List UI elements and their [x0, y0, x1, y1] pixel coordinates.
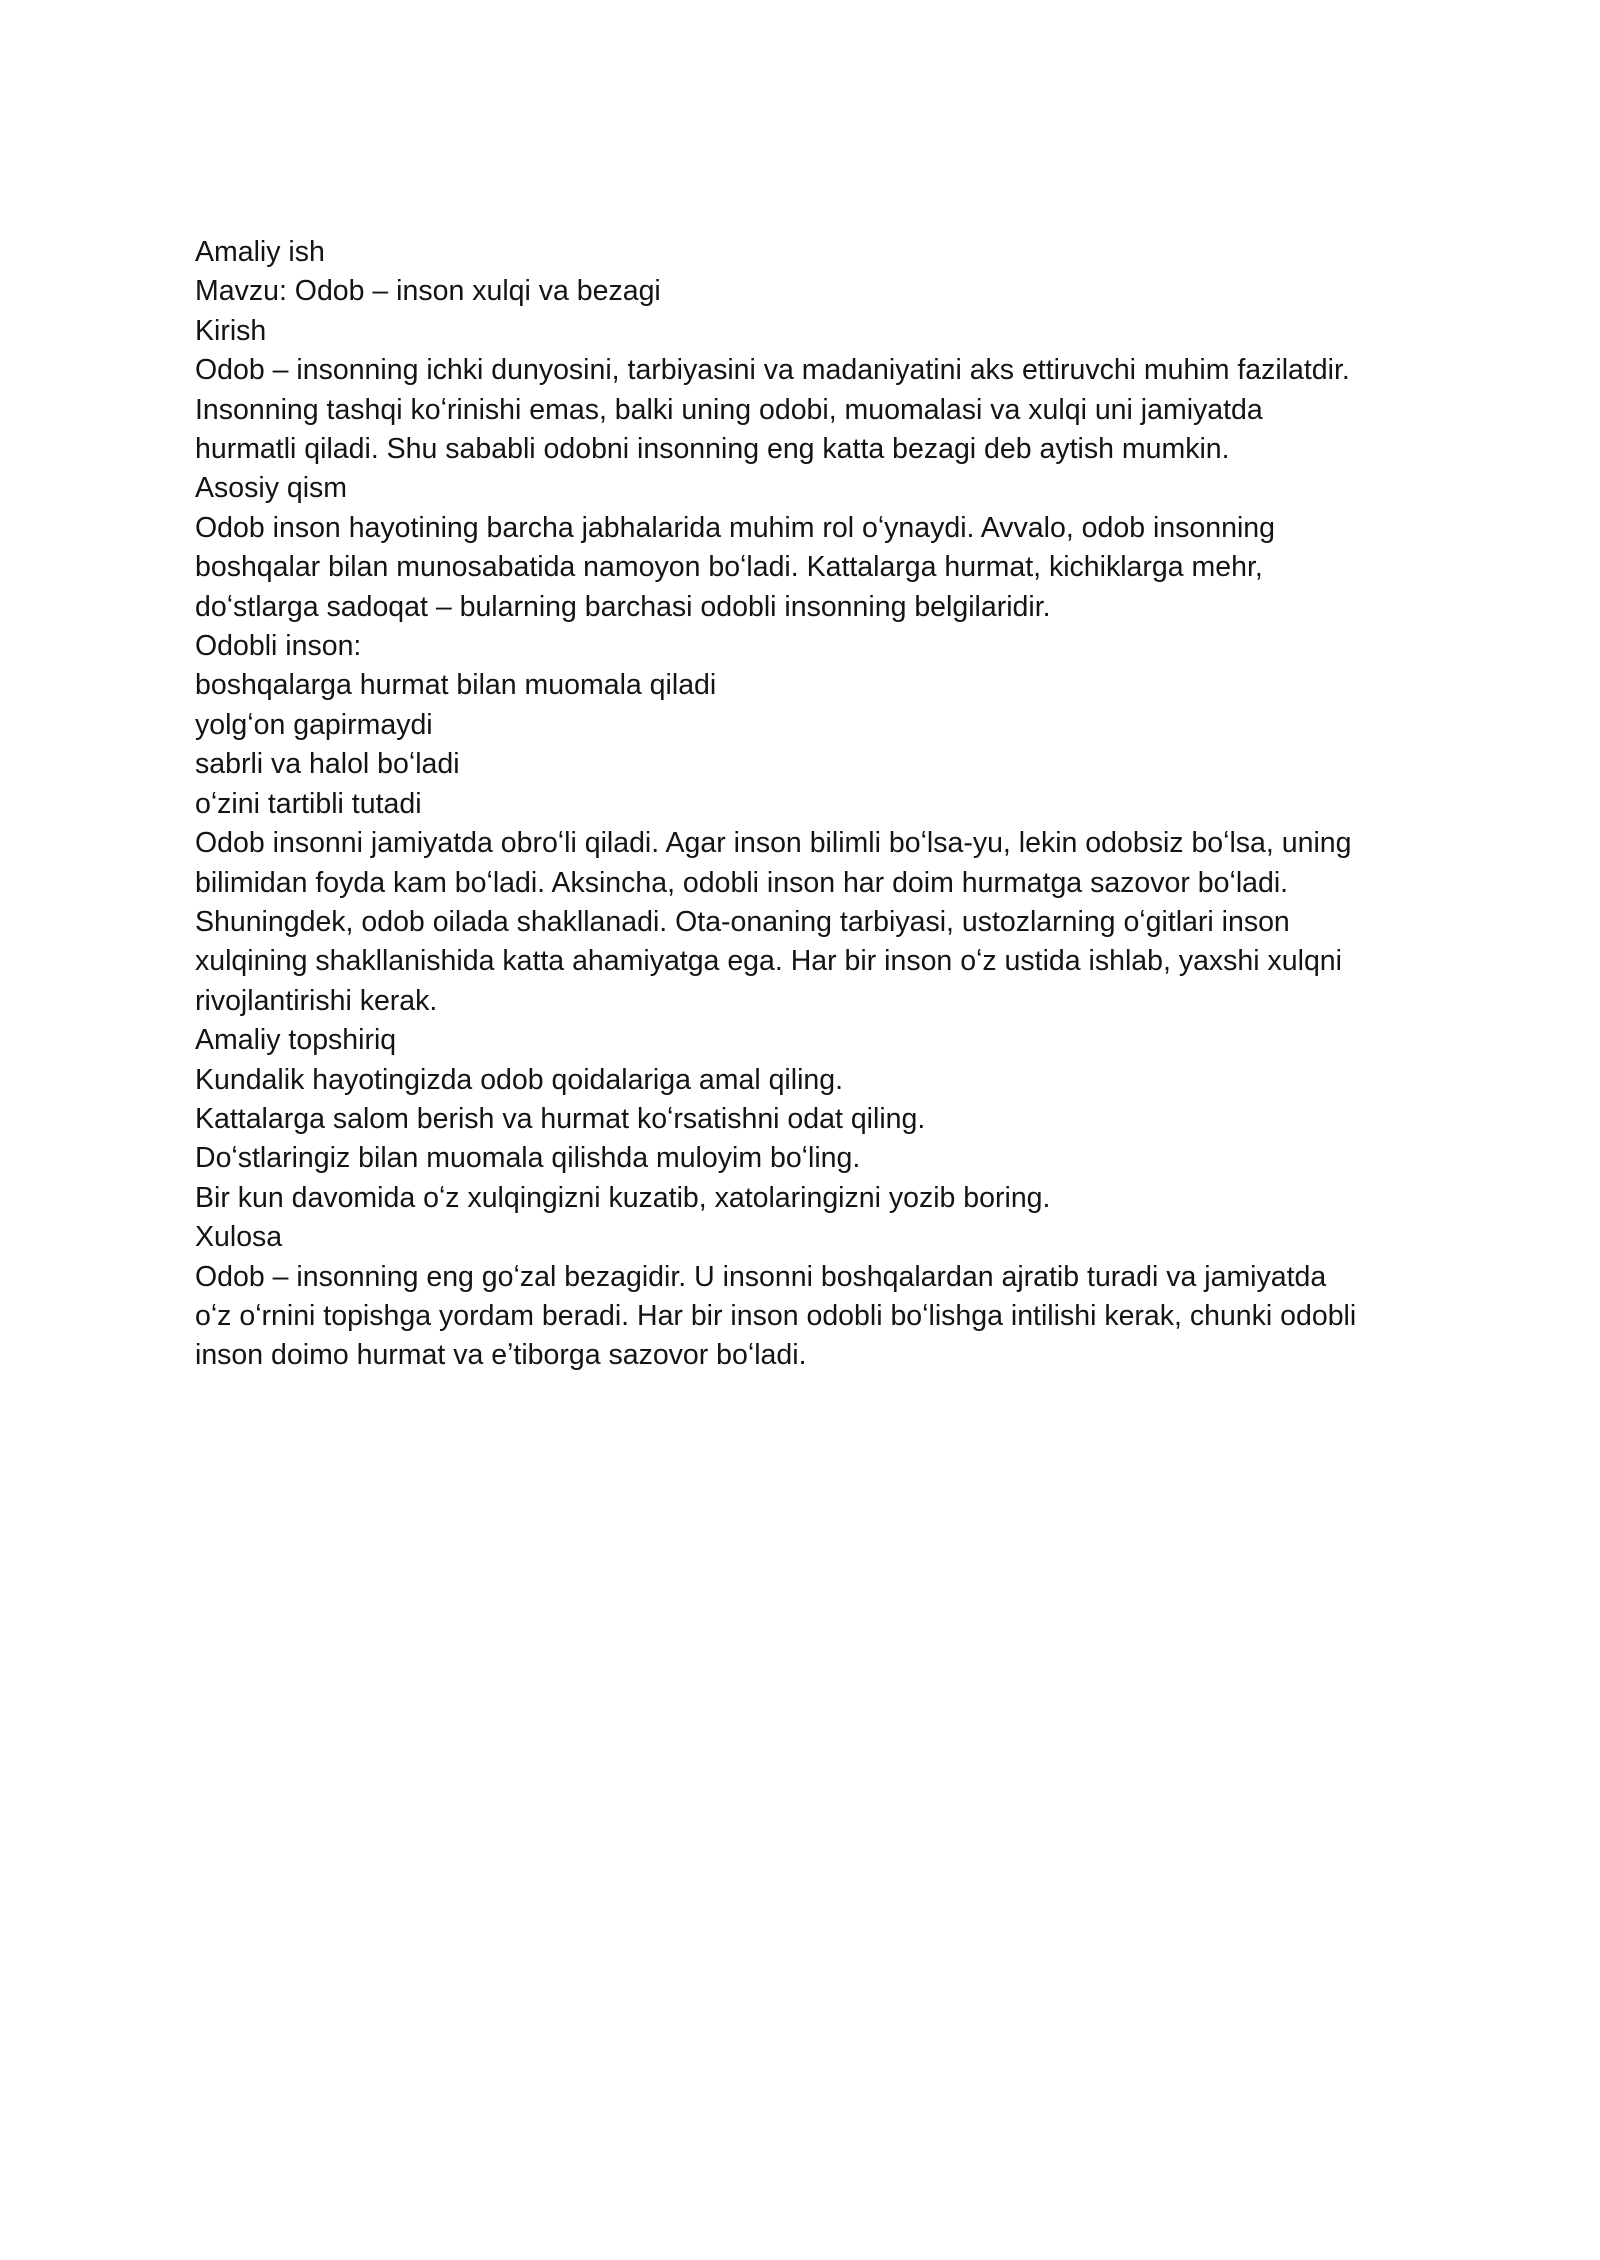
- task-item: Doʻstlaringiz bilan muomala qilishda muloyim boʻling.: [195, 1142, 861, 1175]
- paragraph-line: Insonning tashqi koʻrinishi emas, balki uning odobi, muomalasi va xulqi uni jamiyatda: [195, 393, 1263, 426]
- paragraph-line: boshqalar bilan munosabatida namoyon boʻladi. Kattalarga hurmat, kichiklarga mehr,: [195, 551, 1263, 584]
- list-item: boshqalarga hurmat bilan muomala qiladi: [195, 669, 717, 702]
- task-item: Bir kun davomida oʻz xulqingizni kuzatib, xatolaringizni yozib boring.: [195, 1181, 1051, 1214]
- section-heading-conclusion: Xulosa: [195, 1221, 283, 1254]
- paragraph-line: oʻz oʻrnini topishga yordam beradi. Har bir inson odobli boʻlishga intilishi kerak, chunki odobli: [195, 1299, 1357, 1332]
- task-item: Kundalik hayotingizda odob qoidalariga amal qiling.: [195, 1063, 844, 1096]
- paragraph-line: bilimidan foyda kam boʻladi. Aksincha, odobli inson har doim hurmatga sazovor boʻladi.: [195, 866, 1289, 899]
- section-heading-practical-task: Amaliy topshiriq: [195, 1024, 397, 1057]
- paragraph-line: Shuningdek, odob oilada shakllanadi. Ota-onaning tarbiyasi, ustozlarning oʻgitlari inson: [195, 905, 1290, 938]
- paragraph-line: Odob inson hayotining barcha jabhalarida muhim rol oʻynaydi. Avvalo, odob insonning: [195, 511, 1276, 544]
- paragraph-line: Odob – insonning ichki dunyosini, tarbiyasini va madaniyatini aks ettiruvchi muhim fazilatdir.: [195, 354, 1350, 387]
- topic-line: Mavzu: Odob – inson xulqi va bezagi: [195, 275, 661, 308]
- document-title: Amaliy ish: [195, 236, 325, 268]
- paragraph-line: inson doimo hurmat va eʼtiborga sazovor boʻladi.: [195, 1339, 807, 1372]
- paragraph-line: xulqining shakllanishida katta ahamiyatga ega. Har bir inson oʻz ustida ishlab, yaxshi xulqni: [195, 945, 1342, 978]
- section-heading-main-part: Asosiy qism: [195, 472, 348, 505]
- list-item: yolgʻon gapirmaydi: [195, 708, 433, 741]
- document-body: [195, 233, 1455, 1376]
- paragraph-line: hurmatli qiladi. Shu sababli odobni insonning eng katta bezagi deb aytish mumkin.: [195, 433, 1230, 466]
- paragraph-line: doʻstlarga sadoqat – bularning barchasi odobli insonning belgilaridir.: [195, 590, 1051, 623]
- paragraph-line: Odob insonni jamiyatda obroʻli qiladi. Agar inson bilimli boʻlsa-yu, lekin odobsiz boʻlsa, uning: [195, 827, 1352, 860]
- paragraph-line: rivojlantirishi kerak.: [195, 984, 438, 1017]
- list-item: oʻzini tartibli tutadi: [195, 787, 422, 820]
- list-item: sabrli va halol boʻladi: [195, 748, 460, 781]
- paragraph-line: Odob – insonning eng goʻzal bezagidir. U insonni boshqalardan ajratib turadi va jamiyatda: [195, 1260, 1327, 1293]
- section-heading-introduction: Kirish: [195, 314, 267, 347]
- task-item: Kattalarga salom berish va hurmat koʻrsatishni odat qiling.: [195, 1102, 926, 1135]
- list-intro: Odobli inson:: [195, 630, 362, 663]
